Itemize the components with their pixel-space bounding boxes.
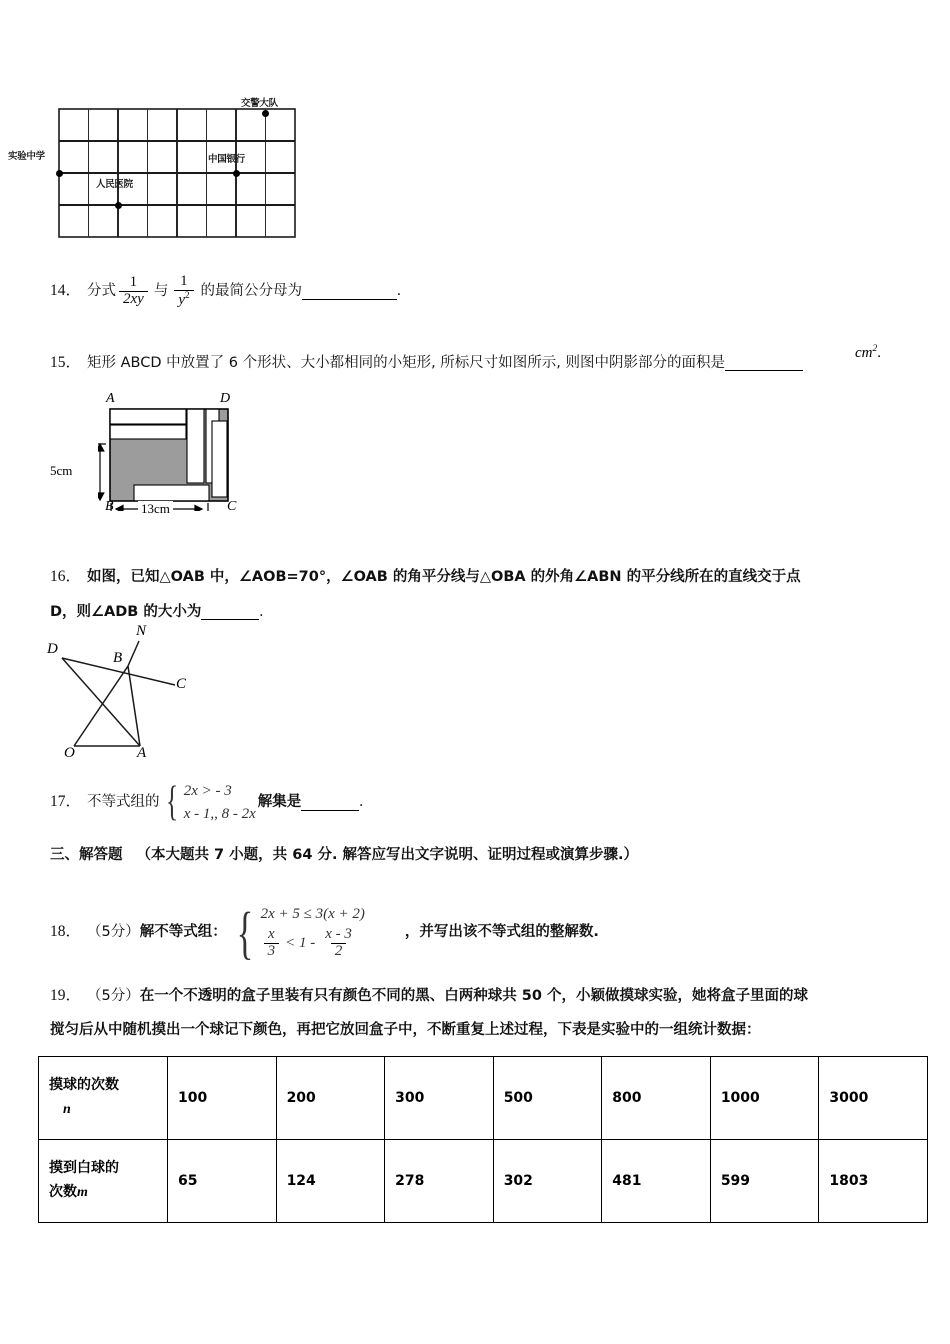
q18-prefix: 解不等式组： — [139, 923, 227, 940]
q15-label-B: B — [105, 499, 114, 514]
q15-label-C: C — [227, 499, 237, 514]
q14-frac1-numerator: 1 — [129, 274, 138, 290]
question-17 — [50, 780, 650, 825]
q16-label-B: B — [113, 650, 123, 666]
q17-suffix: 解集是 — [257, 793, 302, 810]
map-label-bank-of-china: 中国银行 — [208, 154, 245, 165]
q18-rhs-numerator: x - 3 — [325, 926, 352, 942]
q17-prefix: 不等式组的 — [87, 793, 160, 810]
q15-unit-exponent: 2 — [872, 344, 878, 354]
q18-lhs-denominator: 3 — [264, 943, 280, 960]
q18-system-line2 — [261, 927, 365, 960]
q18-inequality-system — [231, 899, 365, 965]
section-3-detail: （本大题共 7 小题，共 64 分. 解答应写出文字说明、证明过程或演算步骤.） — [136, 847, 639, 863]
section-3-heading — [50, 845, 930, 866]
question-18 — [50, 899, 750, 965]
q14-frac2-den-base: y — [178, 291, 186, 308]
q15-number: 15． — [50, 354, 82, 371]
q14-frac2-den-exponent: 2 — [185, 289, 190, 300]
q15-unit — [855, 344, 881, 362]
section-3-title: 三、解答题 — [50, 847, 123, 863]
q18-score: （5分） — [87, 923, 140, 940]
question-15 — [50, 352, 930, 374]
table-cell-white-4: 481 — [602, 1140, 711, 1223]
q16-line2-prefix: D，则∠ADB 的大小为 — [50, 603, 202, 620]
table-cell-white-6: 1803 — [819, 1140, 928, 1223]
q19-number: 19． — [50, 987, 82, 1004]
q15-label-D: D — [220, 391, 231, 406]
q15-unit-base: cm — [855, 345, 873, 361]
table-cell-trials-1: 200 — [276, 1057, 385, 1140]
table-rowhead-white-line2: 次数 — [49, 1184, 77, 1200]
q15-answer-blank[interactable] — [725, 355, 803, 372]
q15-unit-period: . — [877, 345, 881, 361]
table-cell-trials-0: 100 — [168, 1057, 277, 1140]
q19-statistics-table — [38, 1056, 928, 1223]
q19-score: （5分） — [87, 987, 140, 1004]
q15-figure-svg — [98, 403, 246, 511]
q17-number: 17． — [50, 793, 82, 811]
table-rowhead-white-line1: 摸到白球的 — [49, 1160, 119, 1177]
q18-lhs-numerator: x — [268, 926, 275, 942]
table-cell-white-1: 124 — [276, 1140, 385, 1223]
table-rowhead-white — [39, 1140, 168, 1223]
q14-connector: 与 — [153, 282, 169, 299]
grid-map-svg — [58, 108, 296, 238]
table-cell-trials-3: 500 — [493, 1057, 602, 1140]
q14-number: 14． — [50, 282, 82, 300]
q16-label-C: C — [176, 676, 187, 692]
q18-system-rows — [261, 905, 365, 960]
map-dot-experimental-school — [56, 170, 63, 177]
q15-text: 矩形 ABCD 中放置了 6 个形状、大小都相同的小矩形, 所标尺寸如图所示, 则图中阴影部分的面积是 — [87, 354, 726, 371]
q19-table-wrapper — [38, 1056, 928, 1223]
q14-answer-blank[interactable] — [302, 283, 397, 300]
table-rowhead-trials-text: 摸球的次数 — [49, 1077, 119, 1094]
question-19-line2 — [50, 1020, 940, 1041]
q18-number: 18． — [50, 923, 82, 941]
table-cell-trials-5: 1000 — [710, 1057, 819, 1140]
question-19-line1 — [50, 985, 940, 1007]
q16-line1-text: 如图，已知△OAB 中，∠AOB=70°，∠OAB 的角平分线与△OBA 的外角∠ABN 的平分线所在的直线交于点 — [87, 568, 801, 585]
table-rowhead-trials — [39, 1057, 168, 1140]
map-label-experimental-school: 实验中学 — [8, 151, 45, 162]
q16-number: 16． — [50, 568, 82, 585]
q16-label-N: N — [136, 623, 147, 639]
table-cell-trials-4: 800 — [602, 1057, 711, 1140]
q14-frac2-numerator: 1 — [180, 273, 188, 289]
q15-label-A: A — [106, 391, 115, 406]
table-row-trials — [39, 1057, 928, 1140]
q17-period: . — [359, 793, 364, 811]
question-16-line2 — [50, 601, 650, 623]
q17-answer-blank[interactable] — [301, 794, 359, 811]
q18-system-line1: 2x + 5 ≤ 3(x + 2) — [260, 906, 365, 922]
q14-fraction-2 — [174, 274, 193, 309]
map-label-traffic-police: 交警大队 — [241, 98, 278, 109]
q18-middle-operator: < 1 - — [285, 935, 316, 952]
table-rowhead-white-var: m — [77, 1185, 88, 1200]
table-cell-white-3: 302 — [493, 1140, 602, 1223]
q15-height-label: 5cm — [50, 463, 73, 478]
q14-frac2-denominator — [174, 290, 193, 309]
q18-rhs-denominator: 2 — [331, 943, 347, 960]
q16-answer-blank[interactable] — [201, 604, 259, 621]
q17-brace-icon: { — [165, 778, 178, 825]
map-label-peoples-hospital: 人民医院 — [96, 179, 133, 190]
q17-system-line2: x - 1,, 8 - 2x — [183, 805, 256, 822]
question-14 — [50, 274, 650, 309]
q16-label-O: O — [64, 745, 75, 761]
q19-line2-text: 搅匀后从中随机摸出一个球记下颜色，再把它放回盒子中，不断重复上述过程，下表是实验中的一组统计数据： — [50, 1022, 761, 1038]
q15-rectangle-figure — [50, 391, 246, 516]
table-row-white-counts — [39, 1140, 928, 1223]
q17-system-rows — [184, 780, 256, 825]
q16-triangle-figure — [40, 623, 230, 766]
q17-inequality-system — [162, 780, 256, 825]
q17-system-line1: 2x > - 3 — [183, 783, 232, 799]
q18-lhs-fraction — [264, 927, 280, 960]
question-16-line1 — [50, 566, 930, 588]
table-rowhead-trials-var: n — [63, 1102, 71, 1117]
q14-period: . — [397, 282, 401, 300]
q16-line2-suffix: . — [259, 603, 264, 620]
grid-map-figure — [8, 98, 296, 238]
q15-width-label: 13cm — [138, 501, 173, 517]
q18-brace-icon: { — [236, 899, 254, 965]
q19-line1-text: 在一个不透明的盒子里装有只有颜色不同的黑、白两种球共 50 个，小颖做摸球实验，她将盒子里面的球 — [139, 987, 809, 1004]
table-cell-white-5: 599 — [710, 1140, 819, 1223]
q14-prefix: 分式 — [87, 282, 117, 299]
q16-label-A: A — [137, 745, 147, 761]
table-cell-trials-6: 3000 — [819, 1057, 928, 1140]
q14-fraction-1 — [119, 275, 148, 308]
q18-rhs-fraction — [321, 927, 356, 960]
q16-label-D: D — [47, 641, 58, 657]
table-cell-trials-2: 300 — [385, 1057, 494, 1140]
table-cell-white-2: 278 — [385, 1140, 494, 1223]
table-cell-white-0: 65 — [168, 1140, 277, 1223]
q18-suffix: ，并写出该不等式组的整解数. — [404, 923, 599, 940]
map-dot-peoples-hospital — [115, 202, 122, 209]
map-dot-bank-of-china — [233, 170, 240, 177]
map-dot-traffic-police — [262, 110, 269, 117]
q14-suffix: 的最简公分母为 — [200, 282, 303, 299]
q14-frac1-denominator: 2xy — [119, 291, 148, 308]
